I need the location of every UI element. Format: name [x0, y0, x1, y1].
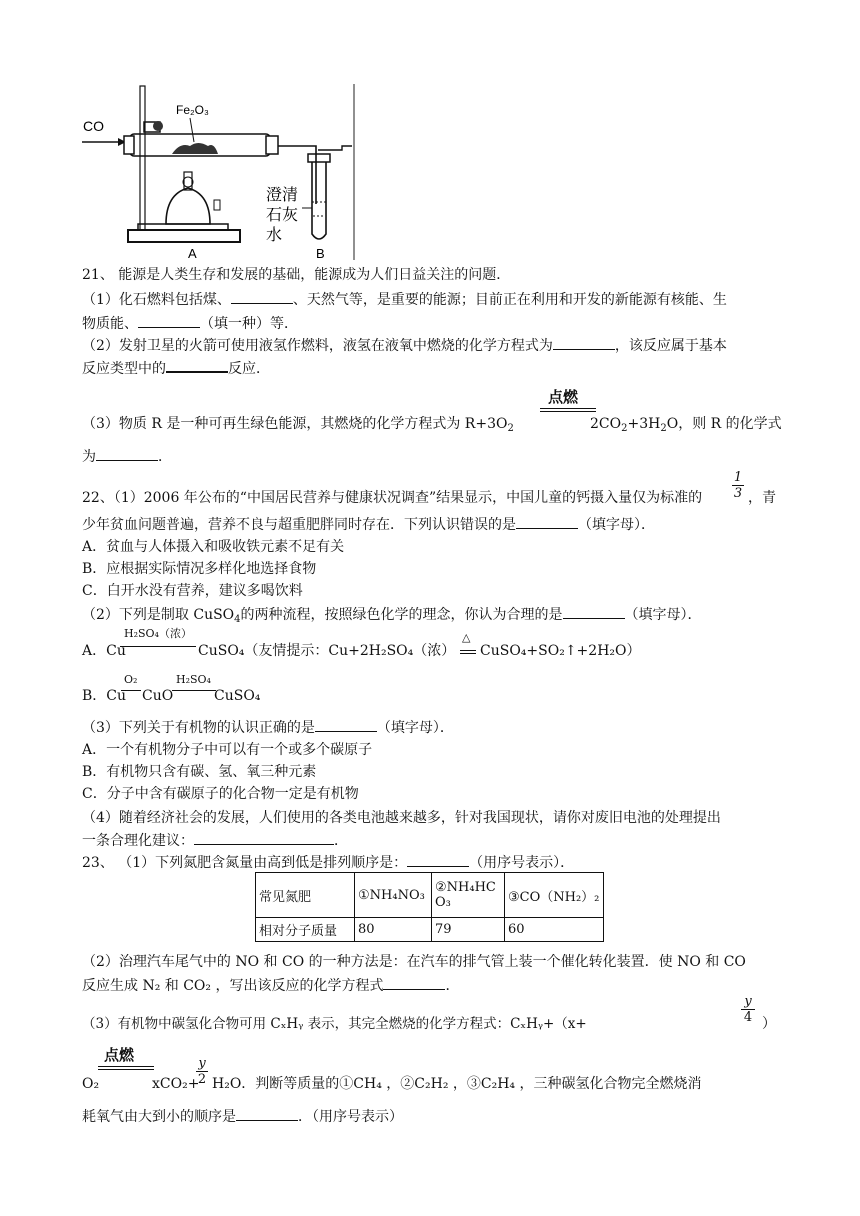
q21-stem: 21、 能源是人类生存和发展的基础，能源成为人们日益关注的问题．: [82, 267, 511, 283]
q23-part3-line1: （3）有机物中碳氢化合物可用 CₓHᵧ 表示，其完全燃烧的化学方程式：CₓHᵧ+（x+: [82, 1016, 587, 1032]
text: 2: [197, 1072, 207, 1087]
flow-a-arrow: [120, 646, 196, 647]
text: ，该反应属于基本: [614, 338, 727, 354]
q22-part3: [82, 717, 454, 738]
text: （填字母）．: [624, 607, 702, 623]
answer-blank[interactable]: [166, 357, 228, 373]
text: （填字母）．: [376, 720, 454, 736]
q23-part3-line3: [82, 1106, 403, 1127]
answer-blank[interactable]: [407, 852, 469, 867]
ignite-condition: 点燃: [104, 1046, 135, 1064]
flow-a-product: CuSO₄（友情提示：Cu+2H₂SO₄（浓）: [198, 643, 456, 659]
q23-part3-paren: ）: [762, 1016, 776, 1032]
text: 的两种流程，按照绿色化学的理念，你认为合理的是: [240, 607, 563, 623]
text: ．: [445, 978, 460, 994]
q22-q3-option-b: B．有机物只含有碳、氢、氧三种元素: [82, 764, 317, 780]
table-cell: ①NH₄NO₃: [355, 873, 432, 918]
limewater-label-1: 澄清: [266, 185, 299, 204]
text: 23、 （1）下列氮肥含氮量由高到低是排列顺序是：: [82, 855, 408, 871]
table-cell: 常见氮肥: [256, 873, 355, 918]
text: ．: [158, 449, 172, 465]
q21-part3-line2: [82, 446, 172, 467]
text: （3）物质 R 是一种可再生绿色能源，其燃烧的化学方程式为 R+3O: [82, 416, 508, 432]
q22-part2: （2）下列是制取 CuSO$_4$的两种流程，按照绿色化学的理念，你认为合理的是 （填字母）．: [82, 604, 702, 625]
answer-blank[interactable]: [383, 975, 445, 990]
table-row: [256, 918, 604, 942]
text: （填字母）．: [578, 517, 655, 533]
fe2o3-label: Fe₂O₃: [176, 103, 209, 117]
answer-blank[interactable]: [516, 514, 578, 529]
flow-a-reagent: H₂SO₄（浓）: [124, 627, 192, 640]
heat-symbol: △: [462, 631, 471, 644]
co-label: CO: [83, 118, 104, 134]
flow-b-product: CuSO₄: [214, 688, 261, 704]
text: （1）化石燃料包括煤、: [82, 292, 231, 308]
equals-sign: [98, 1066, 154, 1070]
q22-option-c: C．白开水没有营养，建议多喝饮料: [82, 583, 303, 599]
fraction-y-over-2: [196, 1056, 208, 1087]
q22-line1-tail: ，青: [748, 490, 776, 506]
limewater-label-2: 石灰: [266, 205, 299, 224]
limewater-label-3: 水: [266, 225, 283, 244]
q22-option-b: B．应根据实际情况多样化地选择食物: [82, 561, 317, 577]
text: （2）下列是制取 CuSO: [82, 607, 235, 623]
q23-line1: [82, 852, 574, 873]
q23-part3-line2: H₂O．判断等质量的①CH₄ ，②C₂H₂ ，③C₂H₄ ，三种碳氢化合物完全燃烧消: [212, 1076, 702, 1092]
q21-part1-line2: [82, 313, 298, 334]
fraction-one-third: [732, 470, 744, 501]
answer-blank[interactable]: [231, 289, 293, 304]
table-cell: ②NH₄HCO₃: [432, 873, 505, 918]
q22-q3-option-a: A．一个有机物分子中可以有一个或多个碳原子: [82, 742, 373, 758]
text: 反应．: [228, 361, 270, 377]
q21-part3-line1-right: $2CO_2+3H_2O$，则 R 的化学式: [590, 416, 782, 434]
answer-blank[interactable]: [315, 717, 377, 732]
q23-part2-line1: （2）治理汽车尾气中的 NO 和 CO 的一种方法是：在汽车的排气管上装一个催化转化装置．使 NO 和 CO: [82, 954, 746, 970]
text: 反应类型中的: [82, 361, 166, 377]
flow-b-arrow2: [172, 690, 216, 691]
text: O，则 R 的化学式: [666, 416, 782, 432]
flow-a-start: A．Cu: [82, 643, 126, 659]
text: 、天然气等，是重要的能源；目前正在利用和开发的新能源有核能、生: [292, 292, 727, 308]
text: ．（用序号表示）: [298, 1109, 403, 1125]
q22-part4-line2: [82, 830, 348, 851]
equals-sign: [540, 408, 596, 412]
q22-line1: 22、（1）2006 年公布的“中国居民营养与健康状况调查”结果显示，中国儿童的钙摄入量仅为标准的: [82, 490, 703, 506]
table-row: [256, 873, 604, 918]
q23-o2: O₂: [82, 1076, 100, 1092]
answer-blank[interactable]: [236, 1106, 298, 1121]
answer-blank[interactable]: [563, 604, 625, 619]
answer-blank[interactable]: [96, 446, 158, 461]
text: 4: [741, 1009, 755, 1025]
experiment-apparatus-diagram: [80, 84, 360, 260]
answer-blank[interactable]: [553, 335, 615, 350]
q22-part4-line1: （4）随着经济社会的发展，人们使用的各类电池越来越多，针对我国现状，请你对废旧电池的处理提出: [82, 810, 721, 826]
text: 2CO: [590, 416, 622, 432]
flow-b-reagent2: H₂SO₄: [176, 673, 211, 686]
table-cell: ③CO（NH₂）₂: [505, 873, 604, 918]
text: （3）下列关于有机物的认识正确的是: [82, 720, 315, 736]
equals-sign: [460, 650, 476, 654]
text: 少年贫血问题普遍，营养不良与超重肥胖同时存在．下列认识错误的是: [82, 517, 516, 533]
q23-part2-line2: [82, 975, 459, 996]
label-a: A: [188, 246, 197, 260]
flow-b-mid: CuO: [142, 688, 174, 704]
q21-part2-line1: [82, 335, 727, 356]
text: （2）发射卫星的火箭可使用液氢作燃料，液氢在液氧中燃烧的化学方程式为: [82, 338, 553, 354]
ignite-condition: 点燃: [548, 388, 579, 406]
table-cell: 60: [505, 918, 604, 942]
text: y: [744, 994, 752, 1009]
table-cell: 80: [355, 918, 432, 942]
text: ．: [334, 833, 348, 849]
q22-q3-option-c: C．分子中含有碳原子的化合物一定是有机物: [82, 786, 359, 802]
text: （用序号表示）．: [469, 855, 575, 871]
q21-part1-line1: [82, 289, 727, 310]
flow-b-reagent1: O₂: [124, 673, 138, 686]
text: 为: [82, 449, 96, 465]
table-cell: 相对分子质量: [256, 918, 355, 942]
text: 一条合理化建议：: [82, 833, 194, 849]
text: 反应生成 N₂ 和 CO₂ ，写出该反应的化学方程式: [82, 978, 384, 994]
fertilizer-table: [255, 872, 604, 942]
text: 3: [733, 486, 743, 501]
text: 耗氧气由大到小的顺序是: [82, 1109, 236, 1125]
text: 1: [733, 470, 743, 485]
q21-part3-line1-left: （3）物质 R 是一种可再生绿色能源，其燃烧的化学方程式为 $R+3O_2$: [82, 416, 514, 434]
fraction-y-over-4: [741, 994, 755, 1025]
text: （填一种）等．: [200, 316, 298, 332]
text: y: [198, 1056, 206, 1071]
q21-part2-line2: [82, 357, 270, 379]
answer-blank[interactable]: [194, 830, 334, 845]
flow-b-start: B．Cu: [82, 688, 127, 704]
q23-xco2: xCO₂+: [152, 1076, 200, 1092]
table-cell: 79: [432, 918, 505, 942]
q22-option-a: A．贫血与人体摄入和吸收铁元素不足有关: [82, 539, 345, 555]
text: 物质能、: [82, 316, 138, 332]
flow-b-arrow1: [121, 690, 141, 691]
label-b: B: [316, 246, 325, 260]
q22-line2: [82, 514, 655, 535]
text: +3H: [627, 416, 661, 432]
flow-a-tail: CuSO₄+SO₂↑+2H₂O）: [480, 643, 641, 659]
answer-blank[interactable]: [138, 313, 200, 328]
